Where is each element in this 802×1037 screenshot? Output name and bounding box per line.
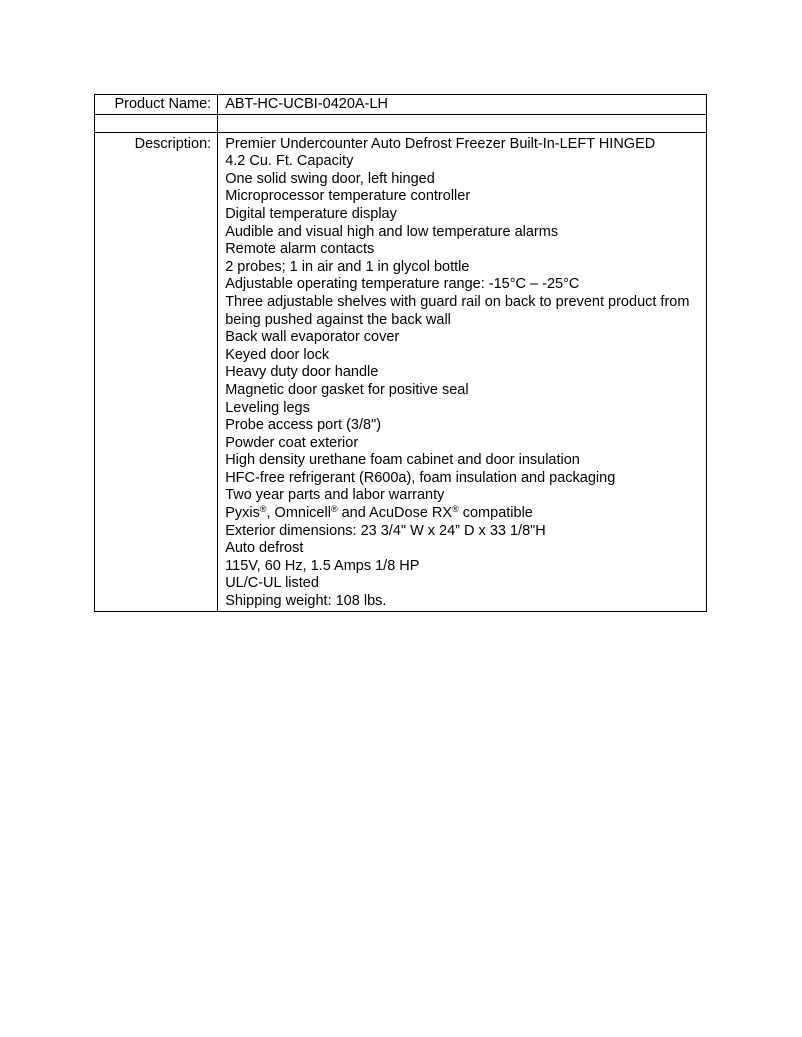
- description-line: Adjustable operating temperature range: -15°C – -25°C: [225, 276, 580, 293]
- registered-mark: ®: [259, 504, 267, 515]
- compatibility-line: [225, 505, 706, 523]
- spacer-row: [95, 114, 707, 132]
- description-line: Microprocessor temperature controller: [225, 188, 471, 205]
- description-line: 4.2 Cu. Ft. Capacity: [225, 153, 354, 170]
- description-line: UL/C-UL listed: [225, 575, 319, 592]
- description-line: Remote alarm contacts: [225, 241, 375, 258]
- description-line: Leveling legs: [225, 399, 310, 416]
- description-line: Exterior dimensions: 23 3/4" W x 24” D x 33 1/8"H: [225, 522, 546, 539]
- pyxis-text: Pyxis: [225, 505, 260, 522]
- description-line: Magnetic door gasket for positive seal: [225, 381, 469, 398]
- description-line: High density urethane foam cabinet and door insulation: [225, 452, 580, 469]
- description-line: Auto defrost: [225, 540, 304, 557]
- acudose-text: and AcuDose RX: [337, 505, 453, 522]
- description-row: [95, 132, 707, 611]
- description-line: Probe access port (3/8"): [225, 417, 382, 434]
- description-line: Premier Undercounter Auto Defrost Freezer Built-In-LEFT HINGED: [225, 135, 656, 152]
- description-line: Back wall evaporator cover: [225, 329, 400, 346]
- spacer-cell-value: [218, 114, 707, 132]
- description-line: HFC-free refrigerant (R600a), foam insulation and packaging: [225, 469, 616, 486]
- omnicell-text: , Omnicell: [266, 505, 331, 522]
- description-line: Three adjustable shelves with guard rail on back to prevent product from being pushed against the back wall: [225, 293, 690, 328]
- description-line: Audible and visual high and low temperature alarms: [225, 223, 559, 240]
- description-line: 2 probes; 1 in air and 1 in glycol bottle: [225, 258, 470, 275]
- description-list: [218, 132, 707, 611]
- compatible-text: compatible: [458, 505, 533, 522]
- registered-mark: ®: [330, 504, 338, 515]
- product-name-value: ABT-HC-UCBI-0420A-LH: [218, 95, 707, 115]
- description-line: Two year parts and labor warranty: [225, 487, 445, 504]
- description-line: Keyed door lock: [225, 346, 330, 363]
- product-name-label: Product Name:: [95, 95, 218, 115]
- description-line: Powder coat exterior: [225, 434, 359, 451]
- description-line: One solid swing door, left hinged: [225, 170, 435, 187]
- description-line: Shipping weight: 108 lbs.: [225, 593, 387, 610]
- description-line: 115V, 60 Hz, 1.5 Amps 1/8 HP: [225, 557, 420, 574]
- description-line: Digital temperature display: [225, 205, 397, 222]
- product-name-row: [95, 95, 707, 115]
- product-spec-table: [94, 94, 707, 612]
- spacer-cell-label: [95, 114, 218, 132]
- description-line: Heavy duty door handle: [225, 364, 379, 381]
- description-label: Description:: [95, 132, 218, 611]
- registered-mark: ®: [452, 504, 459, 515]
